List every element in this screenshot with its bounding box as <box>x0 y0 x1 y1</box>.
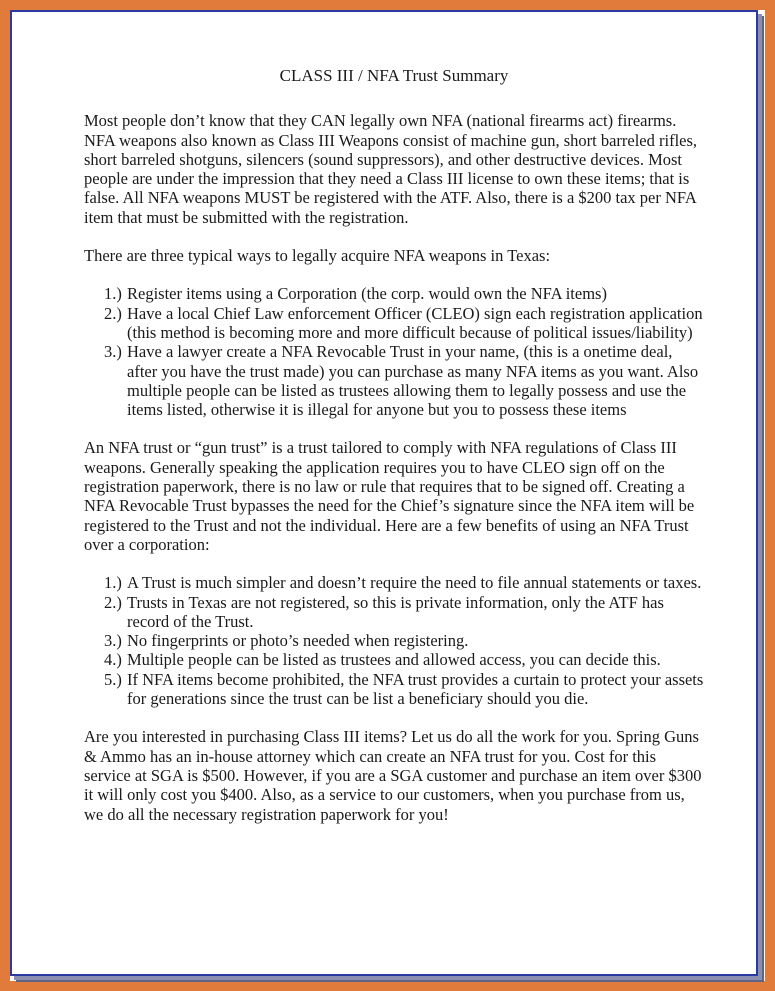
list-item-number: 3.) <box>104 631 122 651</box>
list-item-text: Multiple people can be listed as trustees and allowed access, you can decide this. <box>127 650 661 670</box>
list-item <box>104 631 704 650</box>
list-item-text: Have a lawyer create a NFA Revocable Trust in your name, (this is a onetime deal, after you have the trust made) you can purchase as many NFA items as you want. Also multiple people can be listed as trustees allowing them to legally possess and use the items listed, otherwise it is illegal for anyone but you to possess these items <box>127 342 699 420</box>
list-item-number: 1.) <box>104 284 122 304</box>
list-item <box>104 342 704 419</box>
trust-paragraph: An NFA trust or “gun trust” is a trust tailored to comply with NFA regulations of Class III weapons. Generally speaking the application requires you to have CLEO sign off on the registration paperwork, there is no law or rule that requires that to be signed off. Creating a NFA Revocable Trust bypasses the need for the Chief’s signature since the NFA item will be registered to the Trust and not the individual. Here are a few benefits of using an NFA Trust over a corporation: <box>84 438 695 554</box>
document-title: CLASS III / NFA Trust Summary <box>279 66 509 85</box>
list-item <box>104 670 704 709</box>
list-item-text: Register items using a Corporation (the corp. would own the NFA items) <box>127 284 607 304</box>
ways-list <box>84 284 704 419</box>
ways-heading: There are three typical ways to legally acquire NFA weapons in Texas: <box>84 246 551 266</box>
intro-paragraph: Most people don’t know that they CAN legally own NFA (national firearms act) firearms. NFA weapons also known as Class III Weapons consist of machine gun, short barreled rifles, short barreled shotguns, silencers (sound suppressors), and other destructive devices. Most people are under the impression that they need a Class III license to own these items; that is false. All NFA weapons MUST be registered with the ATF. Also, there is a $200 tax per NFA item that must be submitted with the registration. <box>84 111 698 227</box>
list-item-text: No fingerprints or photo’s needed when registering. <box>127 631 469 651</box>
list-item-number: 2.) <box>104 592 122 612</box>
benefits-list <box>84 573 704 708</box>
list-item-text: Have a local Chief Law enforcement Officer (CLEO) sign each registration application (this method is becoming more and more difficult because of political issues/liability) <box>127 303 703 342</box>
list-item-number: 2.) <box>104 303 122 323</box>
list-item-text: A Trust is much simpler and doesn’t require the need to file annual statements or taxes. <box>127 573 702 593</box>
list-item-number: 3.) <box>104 342 122 362</box>
list-item-text: Trusts in Texas are not registered, so this is private information, only the ATF has record of the Trust. <box>127 592 664 631</box>
list-item <box>104 650 704 669</box>
list-item <box>104 284 704 303</box>
document-content <box>84 66 704 824</box>
list-item-number: 4.) <box>104 650 122 670</box>
list-item <box>104 573 704 592</box>
list-item-number: 5.) <box>104 669 122 689</box>
list-item-number: 1.) <box>104 573 122 593</box>
closing-paragraph: Are you interested in purchasing Class III items? Let us do all the work for you. Spring Guns & Ammo has an in-house attorney which can create an NFA trust for you. Cost for this service at SGA is $500. However, if you are a SGA customer and purchase an item over $300 it will only cost you $400. Also, as a service to our customers, when you purchase from us, we do all the necessary registration paperwork for you! <box>84 727 702 824</box>
list-item <box>104 593 704 632</box>
list-item <box>104 304 704 343</box>
list-item-text: If NFA items become prohibited, the NFA trust provides a curtain to protect your assets for generations since the trust can be list a beneficiary should you die. <box>127 669 704 709</box>
